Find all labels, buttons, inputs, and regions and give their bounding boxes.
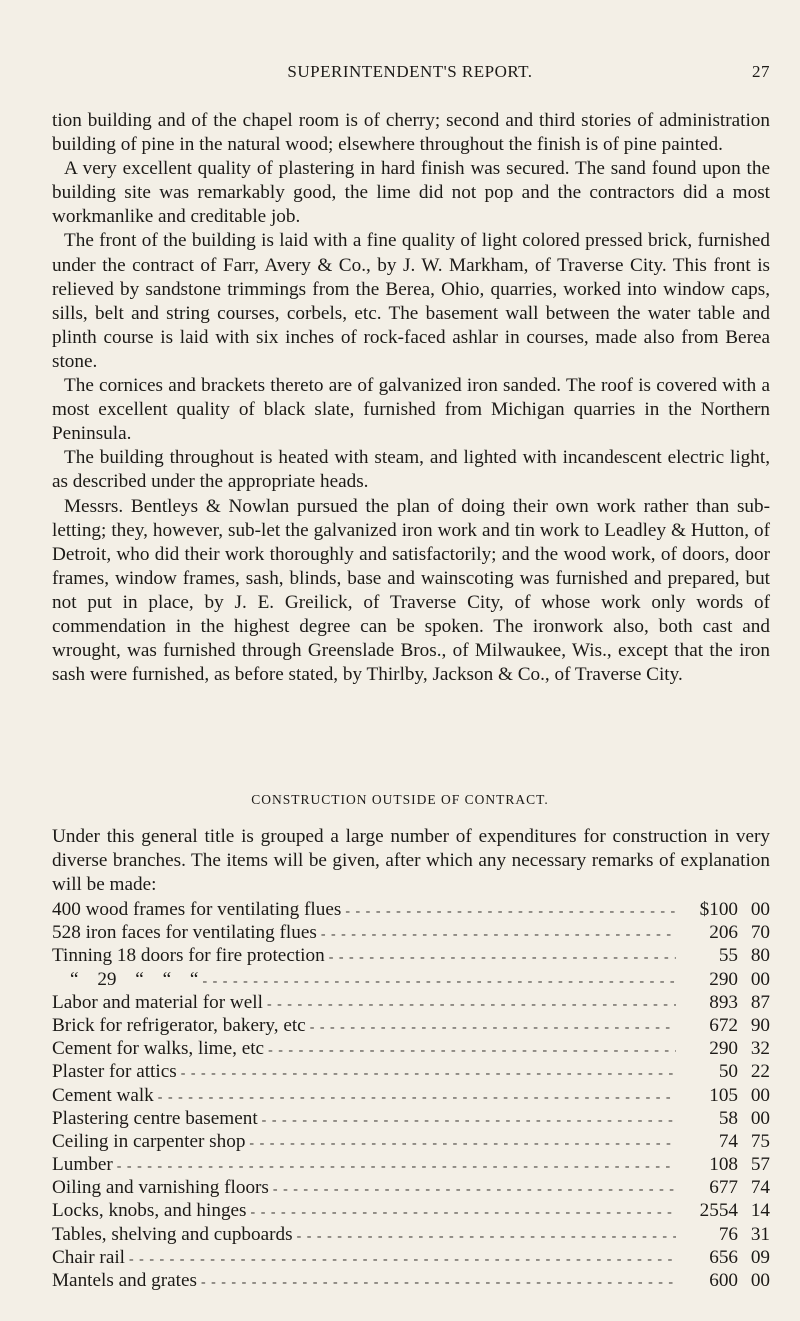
expenditure-row (52, 944, 770, 967)
expenditure-amount (680, 944, 770, 967)
expenditure-item: Chair rail (52, 1246, 125, 1268)
amount-cents: 75 (750, 1130, 770, 1152)
expenditure-row (52, 968, 770, 991)
amount-cents: 80 (750, 945, 770, 967)
expenditure-row (52, 1014, 770, 1037)
expenditure-row (52, 1130, 770, 1153)
expenditure-row (52, 1084, 770, 1107)
expenditure-item: Locks, knobs, and hinges (52, 1200, 247, 1222)
expenditure-amount (680, 968, 770, 991)
dot-leader (329, 946, 676, 969)
amount-cents: 87 (750, 991, 770, 1013)
expenditure-amount (680, 1037, 770, 1060)
running-header (50, 62, 770, 82)
dot-leader (273, 1178, 676, 1201)
amount-dollars: 108 (709, 1154, 738, 1176)
amount-dollars: $100 (699, 899, 738, 920)
expenditure-item: Lumber (52, 1154, 113, 1176)
amount-cents: 00 (750, 968, 770, 990)
expenditure-row (52, 1269, 770, 1292)
amount-dollars: 50 (718, 1061, 738, 1083)
expenditure-amount (680, 1223, 770, 1246)
dot-leader (321, 923, 676, 946)
expenditure-item: “ 29 “ “ “ (70, 968, 199, 990)
amount-dollars: 290 (709, 1038, 738, 1060)
paragraph: The cornices and brackets thereto are of galvanized iron sanded. The roof is covered with a most excellent quality of black slate, furnished from Michigan quarries in the Northern Peninsula. (52, 375, 770, 445)
expenditure-amount (680, 898, 770, 921)
amount-cents: 32 (750, 1038, 770, 1060)
expenditure-item: Cement walk (52, 1084, 154, 1106)
expenditure-amount (680, 1060, 770, 1083)
expenditure-amount (680, 1269, 770, 1292)
amount-dollars: 290 (709, 968, 738, 990)
paragraph: A very excellent quality of plastering in hard finish was secured. The sand found upon the building site was remarkably good, the lime did not pop and the contractors did a most workmanlike and creditable job. (52, 158, 770, 228)
expenditure-amount (680, 1199, 770, 1222)
expenditure-amount (680, 921, 770, 944)
expenditure-item: Cement for walks, lime, etc (52, 1038, 265, 1060)
expenditure-row (52, 1223, 770, 1246)
expenditure-item: Mantels and grates (52, 1270, 197, 1291)
expenditure-item: Tables, shelving and cupboards (52, 1223, 293, 1245)
expenditure-amount (680, 991, 770, 1014)
expenditure-item: Brick for refrigerator, bakery, etc (52, 1014, 306, 1036)
dot-leader (297, 1225, 676, 1248)
body-text (52, 109, 770, 687)
dot-leader (129, 1248, 676, 1271)
expenditure-list (52, 898, 770, 1292)
expenditure-row (52, 1176, 770, 1199)
amount-cents: 00 (750, 1107, 770, 1129)
dot-leader (345, 900, 676, 923)
amount-cents: 00 (750, 1270, 770, 1291)
expenditure-item: 528 iron faces for ventilating flues (52, 922, 317, 944)
amount-cents: 57 (750, 1154, 770, 1176)
amount-dollars: 600 (709, 1270, 738, 1291)
amount-dollars: 105 (709, 1084, 738, 1106)
amount-cents: 31 (750, 1223, 770, 1245)
expenditure-amount (680, 1176, 770, 1199)
dot-leader (201, 1271, 676, 1294)
amount-dollars: 672 (709, 1014, 738, 1036)
expenditure-item: Tinning 18 doors for fire protection (52, 945, 325, 967)
section-intro: Under this general title is grouped a large number of expenditures for construction in very diverse branches. The items will be given, after which any necessary remarks of explanation will be made: (52, 826, 770, 895)
paragraph: The front of the building is laid with a fine quality of light colored pressed brick, furnished under the contract of Farr, Avery & Co., by J. W. Markham, of Traverse City. This front is relieved by sandstone trimmings from the Berea, Ohio, quarries, worked into window caps, sills, belt and string courses, corbels, etc. The basement wall between the water table and plinth course is laid with six inches of rock-faced ashlar in courses, made also from Berea stone. (52, 230, 770, 372)
expenditure-amount (680, 1130, 770, 1153)
dot-leader (202, 970, 676, 993)
expenditure-item: Ceiling in carpenter shop (52, 1130, 246, 1152)
expenditure-row (52, 1107, 770, 1130)
amount-dollars: 893 (709, 991, 738, 1013)
expenditure-item: Plastering centre basement (52, 1107, 258, 1129)
expenditure-row (52, 1199, 770, 1222)
expenditure-amount (680, 1084, 770, 1107)
amount-dollars: 656 (709, 1246, 738, 1268)
dot-leader (251, 1201, 676, 1224)
amount-dollars: 206 (709, 922, 738, 944)
dot-leader (268, 1039, 676, 1062)
expenditure-item: Oiling and varnishing floors (52, 1177, 269, 1199)
dot-leader (117, 1155, 676, 1178)
amount-cents: 70 (750, 922, 770, 944)
paragraph: The building throughout is heated with steam, and lighted with incandescent electric light, as described under the appropriate heads. (52, 447, 770, 493)
expenditure-row (52, 991, 770, 1014)
dot-leader (262, 1109, 676, 1132)
dot-leader (310, 1016, 676, 1039)
dot-leader (249, 1132, 676, 1155)
dot-leader (181, 1062, 676, 1085)
dot-leader (158, 1086, 676, 1109)
amount-cents: 00 (750, 1084, 770, 1106)
expenditure-row (52, 898, 770, 921)
expenditure-item: Labor and material for well (52, 991, 263, 1013)
paragraph: Messrs. Bentleys & Nowlan pursued the plan of doing their own work rather than sub-letting; they, however, sub-let the galvanized iron work and tin work to Leadley & Hutton, of Detroit, who did their work thoroughly and satisfactorily; and the wood work, of doors, door frames, window frames, sash, blinds, base and wainscoting was furnished and prepared, but not put in place, by J. E. Greilick, of Traverse City, of whose work only words of commendation in the highest degree can be spoken. The ironwork also, both cast and wrought, was furnished through Greenslade Bros., of Milwaukee, Wis., except that the iron sash were furnished, as before stated, by Thirlby, Jackson & Co., of Traverse City. (52, 495, 770, 686)
paragraph: tion building and of the chapel room is of cherry; second and third stories of administration building of pine in the natural wood; elsewhere throughout the finish is of pine painted. (52, 110, 770, 156)
dot-leader (267, 993, 676, 1016)
amount-dollars: 58 (718, 1107, 738, 1129)
expenditure-row (52, 1060, 770, 1083)
section-heading: CONSTRUCTION OUTSIDE OF CONTRACT. (251, 792, 549, 807)
header-title: SUPERINTENDENT'S REPORT. (287, 62, 533, 81)
expenditure-row (52, 1246, 770, 1269)
amount-dollars: 677 (709, 1177, 738, 1199)
expenditure-row (52, 1153, 770, 1176)
amount-dollars: 76 (718, 1223, 738, 1245)
amount-cents: 74 (750, 1177, 770, 1199)
expenditure-row (52, 921, 770, 944)
expenditure-row (52, 1037, 770, 1060)
expenditure-amount (680, 1014, 770, 1037)
expenditure-amount (680, 1107, 770, 1130)
amount-dollars: 2554 (699, 1200, 738, 1222)
expenditure-amount (680, 1153, 770, 1176)
expenditure-amount (680, 1246, 770, 1269)
expenditure-item: 400 wood frames for ventilating flues (52, 899, 342, 920)
amount-dollars: 55 (718, 945, 738, 967)
amount-cents: 00 (750, 899, 770, 920)
amount-cents: 14 (750, 1200, 770, 1222)
amount-cents: 90 (750, 1014, 770, 1036)
amount-cents: 09 (750, 1246, 770, 1268)
page-number: 27 (752, 62, 770, 81)
amount-dollars: 74 (718, 1130, 738, 1152)
expenditure-item: Plaster for attics (52, 1061, 177, 1083)
amount-cents: 22 (750, 1061, 770, 1083)
